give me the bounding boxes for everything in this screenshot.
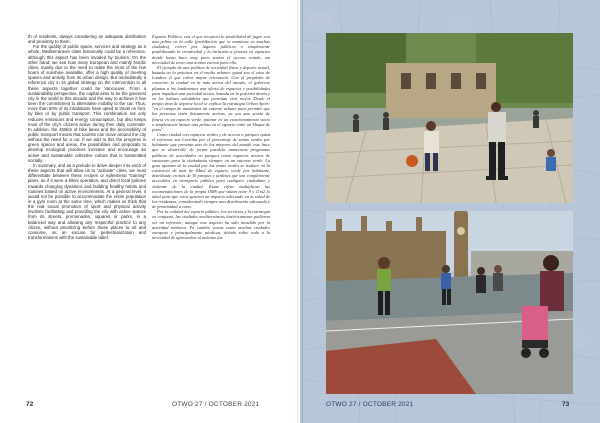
- paragraph: In summary, and as a prelude to delve deeper into each of these aspects that will allow us to "activate" cities, we must differentiate between these recipes or ephemeral "training" plans, as if it were a bikini operation, and direct local policies towards changing dynamics and building healthy habits and routines based on active environments. At a general level, it would not be possible to accommodate the entire population in a gym room at the same time, which makes us think that the real social promotion of sport and physical activity involves facilitating and providing the city with active spaces from its streets, promenades, squares or parks, in a balanced way and allowing any respectful practice to any citizen, without prioritizing before these places to sit and consume, as an excuse for pedestrianization and transformations with the sustainable label.: [28, 162, 146, 241]
- page-number: 73: [562, 401, 570, 408]
- page-number: 72: [26, 401, 34, 408]
- westminster-bridge-runners-photo: [326, 211, 573, 394]
- article-column-english: [28, 34, 146, 394]
- paragraph: Como ciudad con espacios verdes y de acceso a parques quizá el referente sea Curitiba por el porcentaje de zonas verdes por habitante que presenta uno de los mayores del mundo este hace que se desarrolle de forma paralela numerosos programas públicos de actividades en parques como espacios activos de encuentro para la ciudadanía siempre en un entorno verde. La gran apuesta de la ciudad por las zonas verdes se traduce en la existencia de más de 64m2 de espacio verde por habitante, distribuido en más de 30 parques y jardines que son complemente accesibles en transporte público para cualquier ciudadano y visitante de la ciudad. Estas cifras multiplican las recomendaciones de la propia OMS que sitúan entre 9 y 11m2 lo ideal para que estos generen un impacto adecuado en la salud de los residentes, considerando siempre una distribución adecuada y de proximidad a estos.: [152, 131, 270, 210]
- article-column-spanish: [152, 34, 270, 394]
- spread-gutter: [297, 0, 303, 423]
- paragraph: For the quality of public space, services and strategy as a whole, Mediterranean cities historically could be a reference, although this aspect has been invaded by tourism. On the other hand; we see how many European and mainly Nordic cities, mainly due to the need to make the most of the few hours of sunshine available, offer a high quality of meeting spaces and activity from its urban design. But undoubtedly a reference city in its global strategy on the intervention in all these aspects together could be Vancouver. From a sustainability perspective, the capital aims to be the greenest city in the world in this decade and the way to achieve it has been the commitment to alternative mobility to the car. Thus, more than 50% of its inhabitants have opted to travel on foot, by bike or by public transport. This combination not only reduces emissions and energy consumption, but also keeps most of the city's citizens active during their daily commute. In addition, the 450km of bike lanes and the accessibility of public transport means that tourists can move around the city without the need for a car. If we add to this the progress in green spaces and areas, the possibilities and proposals to develop ecological practices increase and encourage an active and sustainable collective culture that is transmitted socially.: [28, 44, 146, 163]
- paragraph: Por la calidad del espacio público, los servicios y la estrategia en conjunto, las ciudades mediterráneas históricamente pudieran ser un referente, aunque este aspecto ha sido invadido por la actividad turística. En cambio vemos como muchas ciudades europeas y principalmente nórdicas, debido sobre todo a la necesidad de aprovechar al máximo las: [152, 209, 270, 241]
- paragraph: th of residents, always considering an adequate distribution and proximity to them.: [28, 34, 146, 45]
- paragraph: El ejemplo de una política de actividad física y deporte actual, basada en la práctica en el medio urbano, quizá sea el caso de Londres el que cobra mayor relevancia. Con el propósito de convertir la ciudad en la más activa del mundo, el gobierno plantea a los londinenses una oferta de espacios y posibilidades para impulsar una sociedad activa, basada en la práctica diaria y en los hábitos saludables que permitan vivir mejor. Desde el propio área de deporte local se explica la estrategia Urban Sport: "en el campo de maximizar un entorno urbano para permitir que las personas estén físicamente activas, ya sea una sesión de fitness en un espacio verde, patinar en un estacionamiento vacío o simplemente lanzar una pelota en el espacio entre un bloque de pisos".: [152, 64, 270, 132]
- city-square-basketball-photo: [326, 33, 573, 203]
- paragraph: Espacio Público, con el que recupera la posibilidad de jugar con una pelota en la calle (prohibición que se mantiene en muchas ciudades), correr por lugares públicos o simplemente posibilitando la creatividad y la inclusión a jóvenes en espacios donde hasta hace muy poco tenían el acceso vetado, sin necesidad de tener una norma escrita para ello.: [152, 34, 270, 65]
- issue-label: OTWO 27 / OCTOBER 2021: [326, 401, 414, 408]
- issue-label: OTWO 27 / OCTOBER 2021: [172, 401, 260, 408]
